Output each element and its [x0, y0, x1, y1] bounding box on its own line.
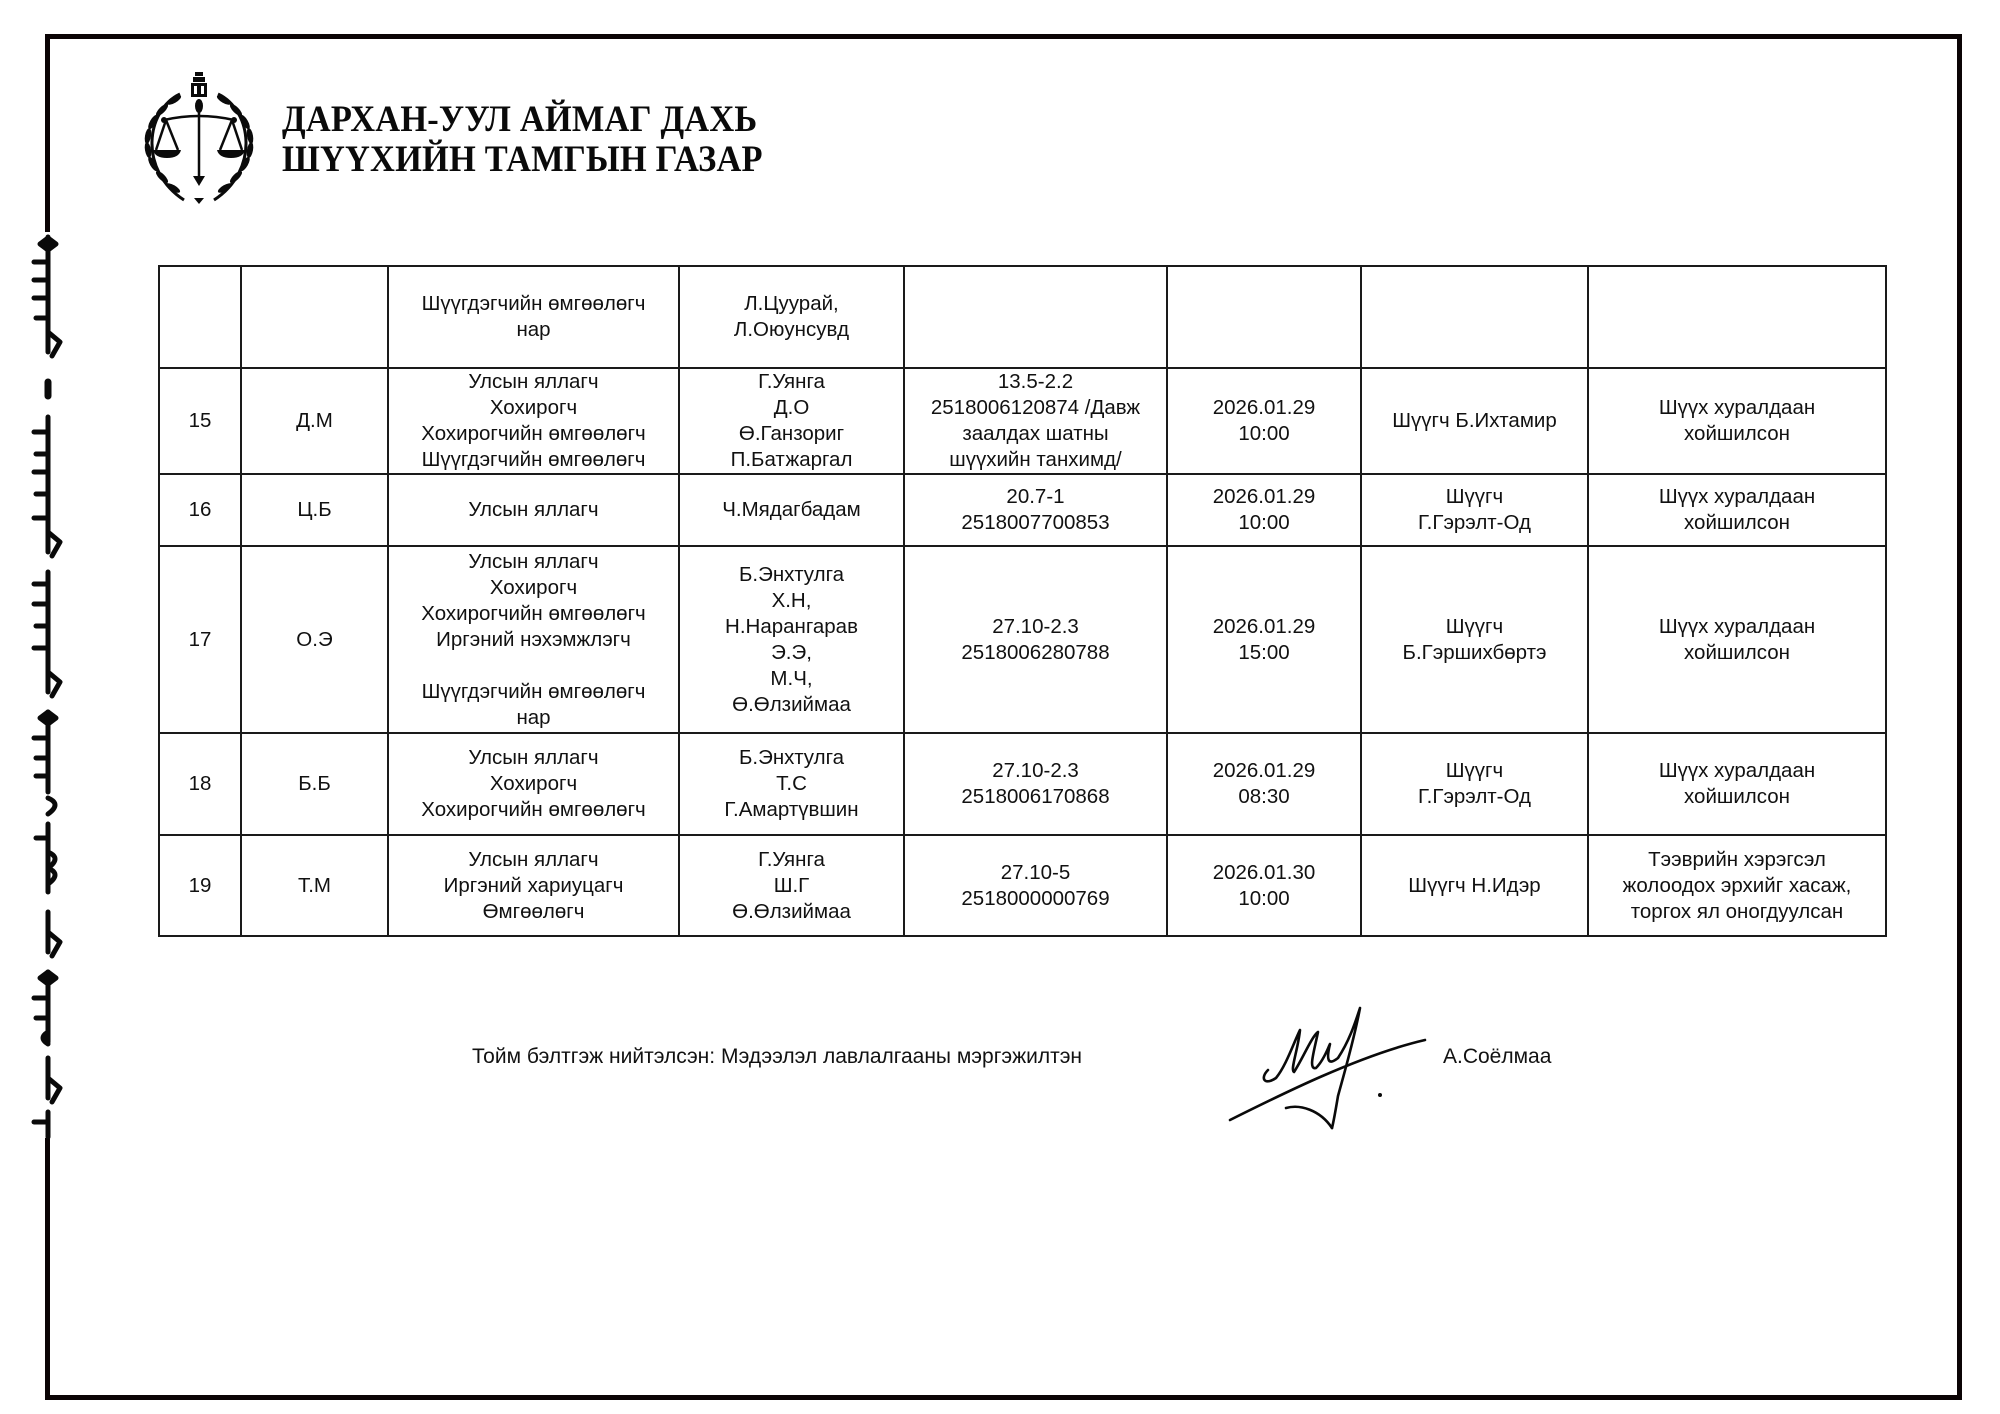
names-line: Ө.Өлзиймаа	[732, 899, 851, 923]
names-lines	[684, 562, 899, 718]
org-title-line2: ШҮҮХИЙН ТАМГЫН ГАЗАР	[282, 139, 763, 180]
parties-line: Улсын яллагч	[468, 498, 599, 521]
cell-case	[904, 474, 1167, 546]
names-line: Г.Уянга	[758, 847, 825, 871]
datetime-line: 15:00	[1238, 640, 1290, 664]
datetime-line: 10:00	[1238, 886, 1290, 910]
names-line: Н.Нарангарав	[725, 614, 858, 638]
parties-line: Шүүгдэгчийн өмгөөлөгч	[421, 292, 646, 315]
names-line: Т.С	[776, 772, 807, 795]
case-line: 2518007700853	[961, 511, 1110, 534]
names-line: Л.Оюунсувд	[733, 318, 850, 341]
frame-left-upper	[45, 34, 50, 232]
parties-line: Улсын яллагч	[468, 370, 599, 393]
datetime-line: 2026.01.29	[1212, 759, 1316, 782]
result-lines	[1593, 758, 1881, 810]
judge-line: Шүүгч Б.Ихтамир	[1392, 409, 1557, 432]
mongolian-script-icon	[18, 232, 78, 1142]
organization-title	[282, 100, 763, 180]
parties-line: Шүүгдэгчийн өмгөөлөгч	[421, 679, 646, 703]
case-line: 27.10-2.3	[992, 614, 1079, 638]
parties-line: Иргэний хариуцагч	[443, 873, 624, 897]
judge-lines	[1366, 758, 1583, 810]
org-title-line1: ДАРХАН-УУЛ АЙМАГ ДАХЬ	[282, 99, 758, 140]
names-line: Г.Уянга	[758, 370, 825, 393]
judge-line: Шүүгч Н.Идэр	[1408, 873, 1541, 897]
cell-case	[904, 546, 1167, 733]
cell-defendant-initials: О.Э	[241, 546, 388, 733]
result-line: Шүүх хуралдаан	[1658, 396, 1816, 419]
datetime-lines	[1172, 395, 1356, 447]
judge-line: Б.Гэршихбөртэ	[1402, 640, 1547, 664]
result-line: хойшилсон	[1684, 640, 1790, 664]
names-line: Б.Энхтулга	[738, 562, 845, 586]
prepared-by-text: Тойм бэлтгэж нийтэлсэн: Мэдээлэл лавлалгааны мэргэжилтэн	[472, 1045, 1083, 1068]
judge-lines	[1366, 614, 1583, 666]
result-line: хойшилсон	[1684, 785, 1790, 808]
case-lines	[909, 860, 1162, 912]
judge-lines	[1366, 873, 1583, 899]
cell-judge	[1361, 266, 1588, 368]
case-line: заалдах шатны	[962, 422, 1109, 445]
parties-line: Улсын яллагч	[468, 847, 599, 871]
court-hearing-table	[158, 265, 1887, 937]
datetime-line: 2026.01.30	[1212, 860, 1316, 884]
judge-line: Шүүгч	[1445, 485, 1504, 508]
names-line: Г.Амартүвшин	[724, 798, 859, 821]
cell-case	[904, 266, 1167, 368]
result-line: жолоодох эрхийг хасаж,	[1622, 873, 1852, 897]
table-row	[159, 546, 1886, 733]
names-line: Э.Э,	[771, 640, 812, 664]
parties-lines	[393, 847, 674, 925]
parties-line: Улсын яллагч	[468, 746, 599, 769]
frame-bottom	[45, 1395, 1962, 1400]
result-lines	[1593, 484, 1881, 536]
parties-line: Хохирогчийн өмгөөлөгч	[421, 601, 646, 625]
cell-judge	[1361, 368, 1588, 474]
result-line: Шүүх хуралдаан	[1658, 759, 1816, 782]
cell-case	[904, 835, 1167, 936]
cell-datetime	[1167, 368, 1361, 474]
judge-lines	[1366, 408, 1583, 434]
names-lines	[684, 291, 899, 343]
case-line: шүүхийн танхимд/	[949, 448, 1122, 471]
cell-judge	[1361, 835, 1588, 936]
cell-number: 15	[159, 368, 241, 474]
names-lines	[684, 497, 899, 523]
case-line: 27.10-2.3	[992, 759, 1079, 782]
frame-left-lower	[45, 1138, 50, 1400]
names-lines	[684, 847, 899, 925]
cell-parties	[388, 733, 679, 835]
case-line: 2518000000769	[961, 886, 1110, 910]
cell-judge	[1361, 733, 1588, 835]
case-line: 27.10-5	[1000, 860, 1071, 884]
case-line: 13.5-2.2	[997, 370, 1074, 393]
names-line: Ө.Өлзиймаа	[732, 692, 851, 716]
cell-parties	[388, 368, 679, 474]
judge-line: Г.Гэрэлт-Од	[1418, 785, 1531, 808]
cell-judge	[1361, 474, 1588, 546]
datetime-lines	[1172, 860, 1356, 912]
names-line: Д.О	[773, 396, 810, 419]
parties-line: Улсын яллагч	[468, 549, 599, 573]
names-line: Х.Н,	[771, 588, 812, 612]
names-line: М.Ч,	[770, 666, 813, 690]
names-lines	[684, 745, 899, 823]
cell-names	[679, 474, 904, 546]
parties-line: Шүүгдэгчийн өмгөөлөгч	[421, 448, 646, 471]
parties-line: Хохирогч	[489, 772, 578, 795]
parties-line: Хохирогч	[489, 396, 578, 419]
case-lines	[909, 484, 1162, 536]
cell-result	[1588, 266, 1886, 368]
cell-result	[1588, 733, 1886, 835]
names-line: Б.Энхтулга	[738, 746, 845, 769]
names-line: Ө.Ганзориг	[738, 422, 845, 445]
datetime-lines	[1172, 758, 1356, 810]
court-emblem-icon	[136, 70, 262, 208]
parties-lines	[393, 497, 674, 523]
cell-defendant-initials: Д.М	[241, 368, 388, 474]
result-line: хойшилсон	[1684, 511, 1790, 534]
result-line: Тээврийн хэрэгсэл	[1648, 847, 1826, 871]
frame-right	[1957, 34, 1962, 1400]
cell-case	[904, 368, 1167, 474]
cell-datetime	[1167, 474, 1361, 546]
cell-datetime	[1167, 835, 1361, 936]
datetime-lines	[1172, 614, 1356, 666]
parties-line	[393, 653, 674, 679]
cell-names	[679, 546, 904, 733]
cell-number: 16	[159, 474, 241, 546]
datetime-line: 10:00	[1238, 511, 1290, 534]
result-line: Шүүх хуралдаан	[1658, 485, 1816, 508]
cell-parties	[388, 835, 679, 936]
names-line: П.Батжаргал	[730, 448, 853, 471]
cell-result	[1588, 368, 1886, 474]
handwritten-signature-icon	[1220, 1000, 1430, 1130]
case-line: 2518006280788	[961, 640, 1110, 664]
result-lines	[1593, 395, 1881, 447]
cell-defendant-initials: Б.Б	[241, 733, 388, 835]
names-line: Ш.Г	[773, 873, 810, 897]
cell-names	[679, 835, 904, 936]
cell-names	[679, 368, 904, 474]
datetime-line: 2026.01.29	[1212, 614, 1316, 638]
table-row	[159, 835, 1886, 936]
case-lines	[909, 758, 1162, 810]
cell-datetime	[1167, 546, 1361, 733]
cell-number: 19	[159, 835, 241, 936]
cell-defendant-initials	[241, 266, 388, 368]
table-row	[159, 474, 1886, 546]
parties-lines	[393, 549, 674, 731]
case-lines	[909, 614, 1162, 666]
judge-lines	[1366, 484, 1583, 536]
table-row	[159, 266, 1886, 368]
cell-parties	[388, 474, 679, 546]
parties-line: Хохирогчийн өмгөөлөгч	[421, 798, 646, 821]
result-line: хойшилсон	[1684, 422, 1790, 445]
datetime-line: 08:30	[1238, 785, 1290, 808]
parties-lines	[393, 291, 674, 343]
signer-name: А.Соёлмаа	[1443, 1045, 1552, 1068]
case-line: 2518006120874 /Давж	[930, 396, 1141, 419]
datetime-lines	[1172, 484, 1356, 536]
table-row	[159, 733, 1886, 835]
parties-line: Өмгөөлөгч	[482, 899, 585, 923]
cell-case	[904, 733, 1167, 835]
datetime-line: 2026.01.29	[1212, 485, 1316, 508]
parties-line: нар	[516, 705, 551, 729]
frame-top	[45, 34, 1962, 39]
cell-names	[679, 266, 904, 368]
names-line: Л.Цуурай,	[744, 292, 839, 315]
result-lines	[1593, 847, 1881, 925]
parties-line: Хохирогч	[489, 575, 578, 599]
parties-lines	[393, 369, 674, 473]
cell-datetime	[1167, 266, 1361, 368]
parties-line: нар	[516, 318, 551, 341]
cell-names	[679, 733, 904, 835]
cell-datetime	[1167, 733, 1361, 835]
judge-line: Шүүгч	[1445, 614, 1504, 638]
datetime-line: 10:00	[1238, 422, 1290, 445]
cell-defendant-initials: Т.М	[241, 835, 388, 936]
result-line: Шүүх хуралдаан	[1658, 614, 1816, 638]
cell-parties	[388, 546, 679, 733]
result-line: торгох ял оногдуулсан	[1630, 899, 1844, 923]
cell-number: 17	[159, 546, 241, 733]
table-row	[159, 368, 1886, 474]
judge-line: Г.Гэрэлт-Од	[1418, 511, 1531, 534]
result-lines	[1593, 614, 1881, 666]
cell-result	[1588, 546, 1886, 733]
cell-number	[159, 266, 241, 368]
datetime-line: 2026.01.29	[1212, 396, 1316, 419]
judge-line: Шүүгч	[1445, 759, 1504, 782]
names-lines	[684, 369, 899, 473]
cell-result	[1588, 835, 1886, 936]
cell-parties	[388, 266, 679, 368]
parties-line: Хохирогчийн өмгөөлөгч	[421, 422, 646, 445]
parties-lines	[393, 745, 674, 823]
case-line: 2518006170868	[961, 785, 1110, 808]
cell-number: 18	[159, 733, 241, 835]
case-lines	[909, 369, 1162, 473]
cell-result	[1588, 474, 1886, 546]
cell-judge	[1361, 546, 1588, 733]
case-line: 20.7-1	[1006, 485, 1065, 508]
parties-line: Иргэний нэхэмжлэгч	[436, 627, 631, 651]
names-line: Ч.Мядагбадам	[722, 498, 861, 521]
cell-defendant-initials: Ц.Б	[241, 474, 388, 546]
